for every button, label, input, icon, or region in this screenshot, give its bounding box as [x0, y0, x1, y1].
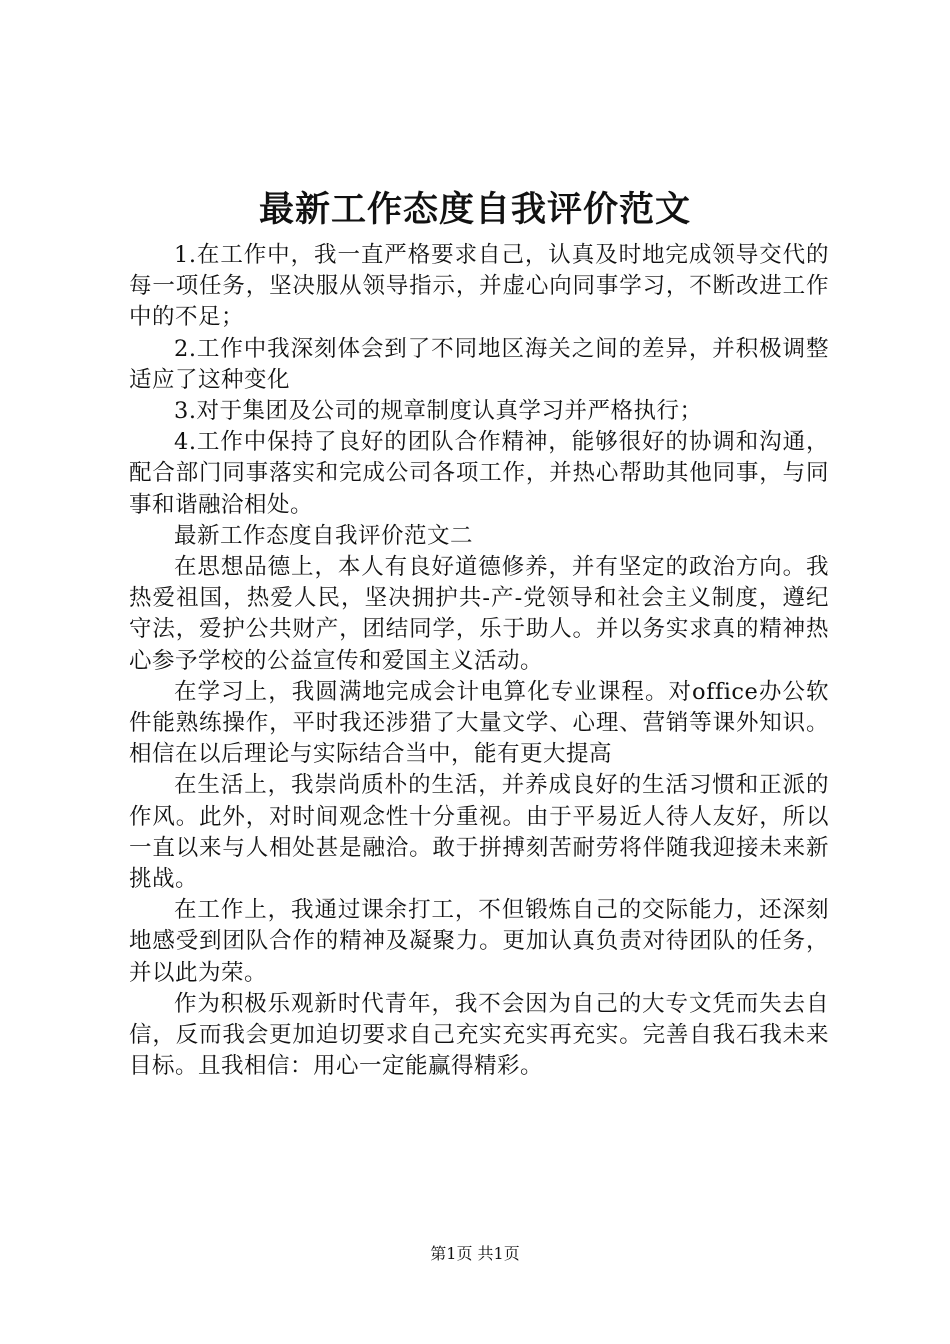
paragraph-morality: 在思想品德上，本人有良好道德修养，并有坚定的政治方向。我热爱祖国，热爱人民，坚决拥护共-产-党领导和社会主义制度，遵纪守法，爱护公共财产，团结同学，乐于助人。并以务实求真的精神热心参予学校的公益宣传和爱国主义活动。 — [129, 554, 829, 674]
page-footer: 第1页 共1页 — [430, 1244, 520, 1263]
paragraph-4: 4.工作中保持了良好的团队合作精神，能够很好的协调和沟通，配合部门同事落实和完成公司各项工作，并热心帮助其他同事，与同事和谐融洽相处。 — [129, 429, 829, 518]
paragraph-2: 2.工作中我深刻体会到了不同地区海关之间的差异，并积极调整适应了这种变化 — [129, 335, 829, 393]
section-heading-2: 最新工作态度自我评价范文二 — [174, 522, 474, 549]
paragraph-1: 1.在工作中，我一直严格要求自己，认真及时地完成领导交代的每一项任务，坚决服从领导指示，并虚心向同事学习，不断改进工作中的不足； — [129, 242, 829, 331]
paragraph-life: 在生活上，我崇尚质朴的生活，并养成良好的生活习惯和正派的作风。此外，对时间观念性十分重视。由于平易近人待人友好，所以一直以来与人相处甚是融洽。敢于拼搏刻苦耐劳将伴随我迎接未来新挑战。 — [129, 772, 829, 893]
document-body — [129, 240, 829, 1082]
paragraph-work: 在工作上，我通过课余打工，不但锻炼自己的交际能力，还深刻地感受到团队合作的精神及凝聚力。更加认真负责对待团队的任务，并以此为荣。 — [129, 897, 829, 986]
paragraph-conclusion: 作为积极乐观新时代青年，我不会因为自己的大专文凭而失去自信，反而我会更加迫切要求自己充实充实再充实。完善自我石我未来目标。且我相信：用心一定能赢得精彩。 — [129, 990, 829, 1080]
paragraph-study: 在学习上，我圆满地完成会计电算化专业课程。对office办公软件能熟练操作，平时我还涉猎了大量文学、心理、营销等课外知识。相信在以后理论与实际结合当中，能有更大提高 — [129, 678, 829, 768]
document-title: 最新工作态度自我评价范文 — [258, 189, 691, 230]
paragraph-3: 3.对于集团及公司的规章制度认真学习并严格执行； — [174, 398, 703, 425]
